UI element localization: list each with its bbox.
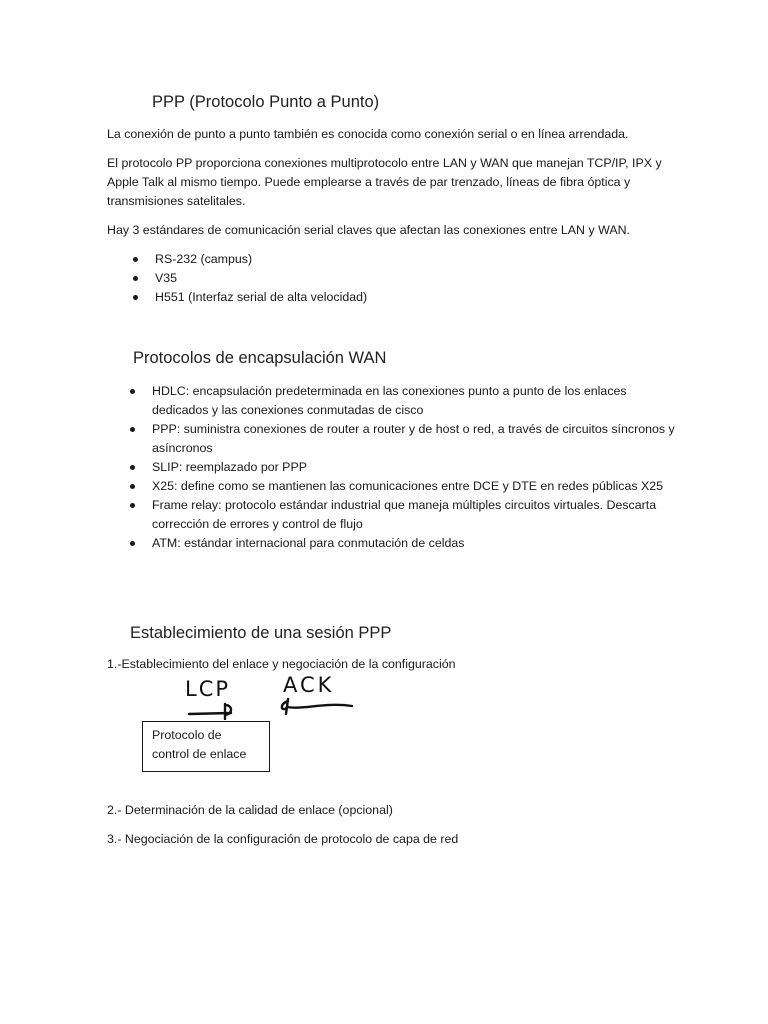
section-title-ppp-session: Establecimiento de una sesión PPP (130, 624, 392, 642)
arrow-left-icon (282, 699, 352, 714)
section-title-ppp: PPP (Protocolo Punto a Punto) (152, 93, 380, 111)
step-3: 3.- Negociación de la configuración de protocolo de capa de red (107, 832, 459, 846)
encapsulation-protocols-list (130, 382, 675, 553)
arrow-right-icon (189, 704, 231, 719)
handwritten-sketch (175, 672, 365, 720)
sketch-label-ack: ACK (283, 673, 335, 697)
list-item: ATM: estándar internacional para conmutación de celdas (130, 534, 675, 553)
lcp-definition-box (142, 721, 270, 772)
list-item: H551 (Interfaz serial de alta velocidad) (133, 288, 653, 307)
paragraph-ppp-multiprotocol: El protocolo PP proporciona conexiones multiprotocolo entre LAN y WAN que manejan TCP/IP, IPX y Apple Talk al mismo tiempo. Puede emplearse a través de par trenzado, líneas de fibra óptica y transmisiones satelitales. (107, 156, 662, 208)
list-item: RS-232 (campus) (133, 250, 653, 269)
paragraph-serial-standards: Hay 3 estándares de comunicación serial claves que afectan las conexiones entre LAN y WAN. (107, 223, 630, 237)
serial-standards-list (133, 250, 653, 307)
list-item: SLIP: reemplazado por PPP (130, 458, 675, 477)
paragraph-ppp-intro: La conexión de punto a punto también es conocida como conexión serial o en línea arrendada. (107, 127, 629, 141)
step-2: 2.- Determinación de la calidad de enlace (opcional) (107, 803, 393, 817)
list-item: X25: define como se mantienen las comunicaciones entre DCE y DTE en redes públicas X25 (130, 477, 675, 496)
list-item: V35 (133, 269, 653, 288)
step-1: 1.-Establecimiento del enlace y negociación de la configuración (107, 657, 456, 671)
list-item: PPP: suministra conexiones de router a router y de host o red, a través de circuitos síncronos y asíncronos (130, 420, 675, 458)
list-item: Frame relay: protocolo estándar industrial que maneja múltiples circuitos virtuales. Descarta corrección de errores y control de flujo (130, 496, 675, 534)
sketch-label-lcp: LCP (185, 677, 231, 701)
lcp-definition-text: Protocolo de control de enlace (152, 728, 247, 761)
list-item: HDLC: encapsulación predeterminada en las conexiones punto a punto de los enlaces dedicados y las conexiones conmutadas de cisco (130, 382, 675, 420)
section-title-encapsulation: Protocolos de encapsulación WAN (133, 349, 387, 367)
